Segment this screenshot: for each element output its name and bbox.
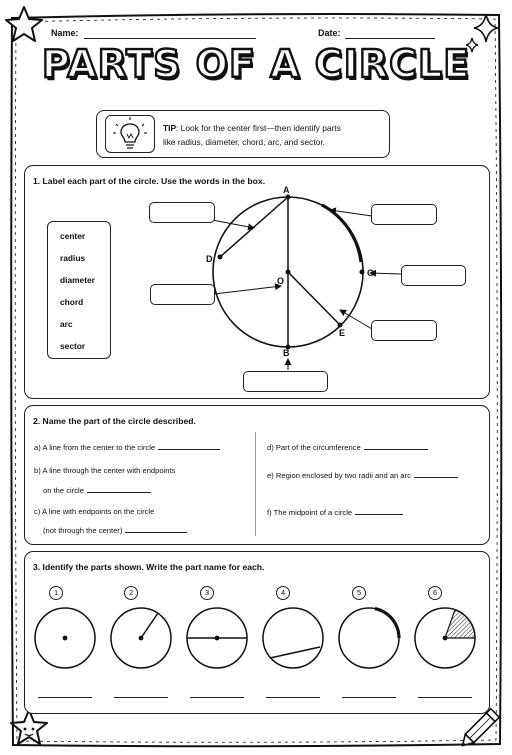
circle-item-radius <box>111 608 171 668</box>
label-answer-box[interactable] <box>150 284 215 305</box>
point-e-label: E <box>339 328 346 338</box>
word-bank-item: radius <box>60 253 86 263</box>
word-bank-item: arc <box>60 319 73 329</box>
tip-line-1: : Look for the center first—then identify parts <box>176 123 341 133</box>
answer-line[interactable] <box>418 697 472 698</box>
answer-blank[interactable] <box>414 470 458 478</box>
section-2-title: 2. Name the part of the circle described. <box>33 416 196 426</box>
tip-line-2: like radius, diameter, chord, arc, and sector. <box>163 137 325 147</box>
answer-line[interactable] <box>190 697 244 698</box>
word-bank-item: sector <box>60 341 86 351</box>
item-number: 3 <box>200 586 214 600</box>
item-number: 5 <box>352 586 366 600</box>
page-title: PARTS OF A CIRCLE <box>41 42 471 86</box>
answer-blank[interactable] <box>364 442 428 450</box>
question-b-continued: on the circle <box>43 485 151 495</box>
question-e: e) Region enclosed by two radii and an arc <box>267 470 458 480</box>
answer-blank[interactable] <box>87 485 151 493</box>
section-1-title: 1. Label each part of the circle. Use the words in the box. <box>33 176 266 186</box>
item-number: 6 <box>428 586 442 600</box>
item-number: 1 <box>49 586 63 600</box>
label-answer-box[interactable] <box>371 320 437 341</box>
circle-item-sector <box>415 608 475 668</box>
point-c-label: C <box>367 268 374 278</box>
circle-item-diameter <box>187 608 247 668</box>
answer-blank[interactable] <box>158 442 220 450</box>
question-a: a) A line from the center to the circle <box>34 442 220 452</box>
point-a-label: A <box>283 185 290 195</box>
center-point <box>286 270 291 275</box>
question-f: f) The midpoint of a circle <box>267 507 403 517</box>
answer-line[interactable] <box>342 697 396 698</box>
identify-parts-circles <box>0 600 512 680</box>
circle-item-center <box>35 608 95 668</box>
point-o-label: O <box>277 276 285 286</box>
date-label: Date: <box>318 28 341 38</box>
radius-line <box>288 272 340 325</box>
word-bank-item: center <box>60 231 86 241</box>
tip-prefix: TIP <box>163 123 177 133</box>
circle-item-arc <box>339 608 399 668</box>
word-bank-item: diameter <box>60 275 95 285</box>
answer-line[interactable] <box>38 697 92 698</box>
answer-blank[interactable] <box>355 507 403 515</box>
answer-blank[interactable] <box>125 525 187 533</box>
question-c-continued: (not through the center) <box>43 525 187 535</box>
question-c: c) A line with endpoints on the circle <box>34 507 155 516</box>
label-answer-box[interactable] <box>243 371 328 392</box>
label-answer-box[interactable] <box>371 204 437 225</box>
question-d: d) Part of the circumference <box>267 442 428 452</box>
label-answer-box[interactable] <box>149 202 215 223</box>
section-3-title: 3. Identify the parts shown. Write the part name for each. <box>33 562 265 572</box>
question-b: b) A line through the center with endpoints <box>34 466 176 475</box>
word-bank-item: chord <box>60 297 84 307</box>
section-2-divider <box>255 432 256 536</box>
label-answer-box[interactable] <box>401 265 466 286</box>
item-number: 2 <box>124 586 138 600</box>
answer-line[interactable] <box>266 697 320 698</box>
name-label: Name: <box>51 28 79 38</box>
circle-item-chord <box>263 608 323 668</box>
answer-line[interactable] <box>114 697 168 698</box>
item-number: 4 <box>276 586 290 600</box>
point-d-label: D <box>206 254 213 264</box>
point-b-label: B <box>283 348 290 358</box>
